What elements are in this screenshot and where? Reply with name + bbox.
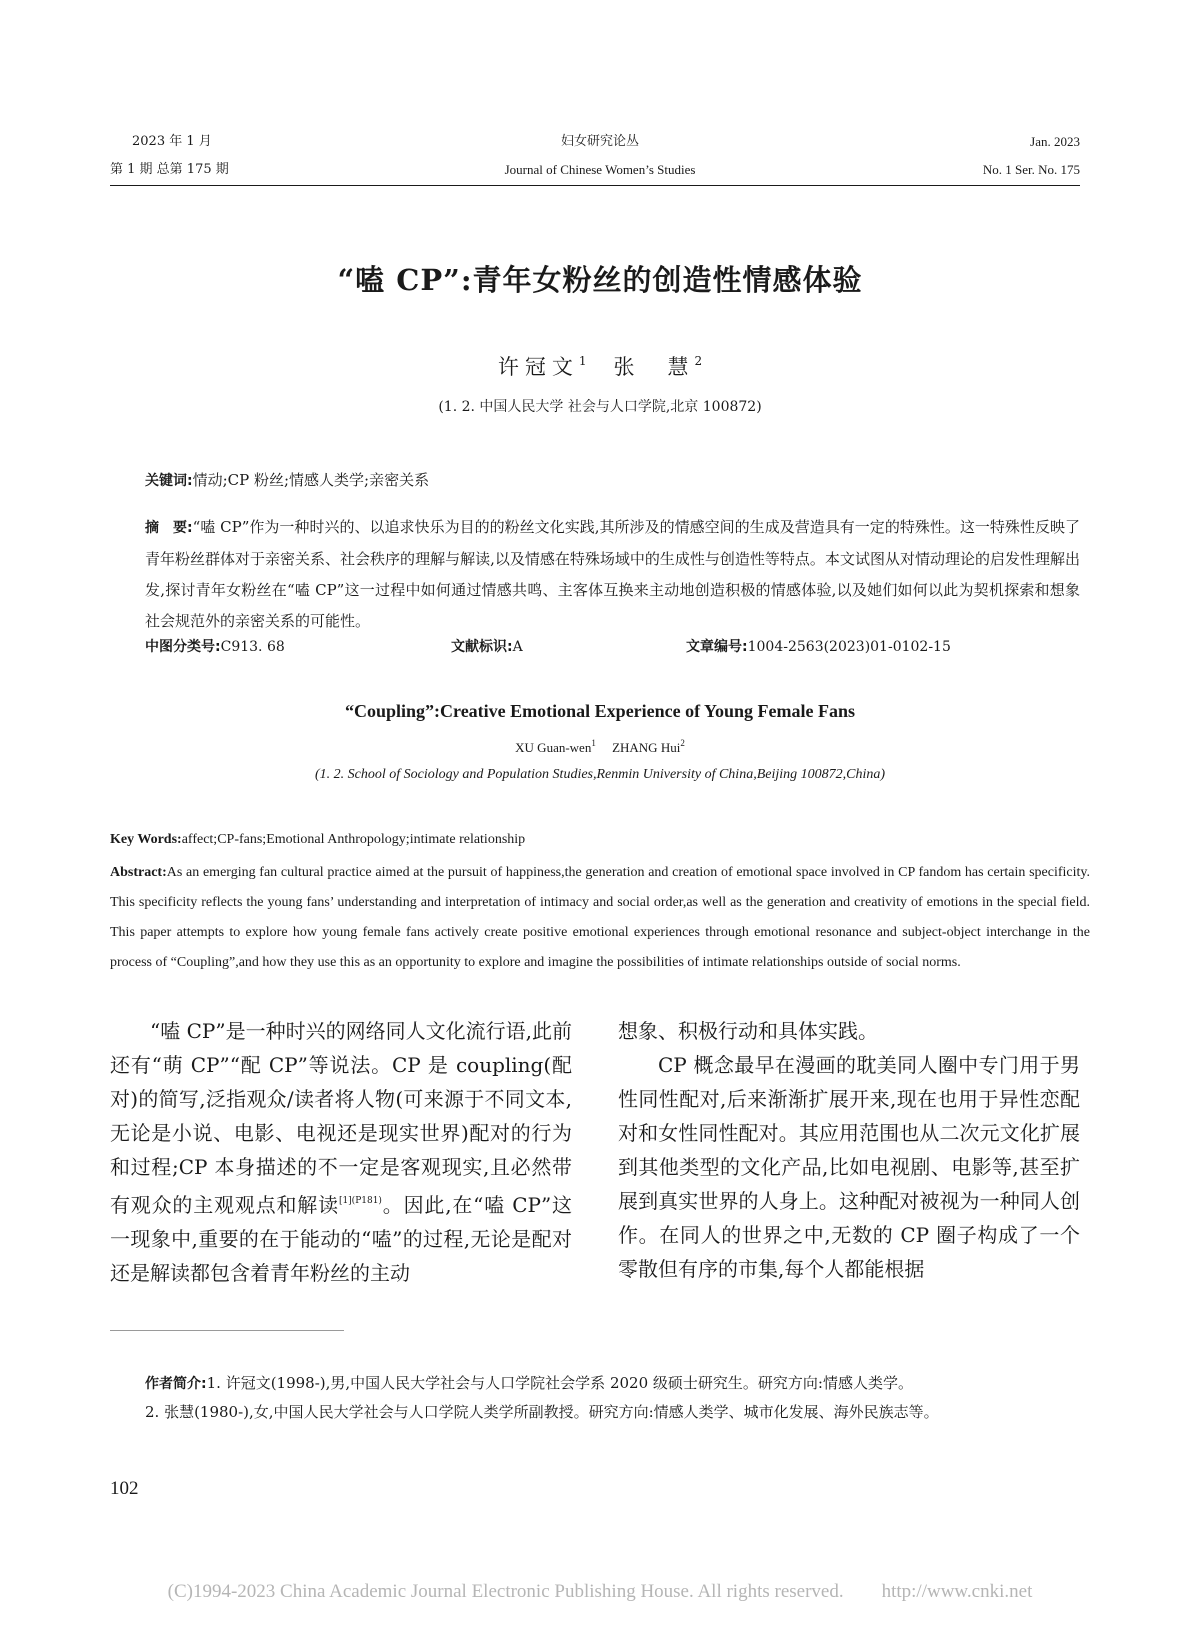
body-paragraph <box>110 1014 572 1290</box>
footnote-line: 2. 张慧(1980-),女,中国人民大学社会与人口学院人类学所副教授。研究方向:情感人类学、城市化发展、海外民族志等。 <box>145 1403 939 1421</box>
doc-value: A <box>512 639 523 655</box>
abstract-zh-text: “嗑 CP”作为一种时兴的、以追求快乐为目的的粉丝文化实践,其所涉及的情感空间的生成及营造具有一定的特殊性。这一特殊性反映了青年粉丝群体对于亲密关系、社会秩序的理解与解读,以及情感在特殊场域中的生成性与创造性等特点。本文试图从对情动理论的启发性理解出发,探讨青年女粉丝在“嗑 CP”这一过程中如何通过情感共鸣、主客体互换来主动地创造积极的情感体验,以及她们如何以此为契机探索和想象社会规范外的亲密关系的可能性。 <box>145 518 1080 630</box>
author-2-en-sup: 2 <box>680 738 685 748</box>
footnote-rule <box>110 1330 344 1331</box>
author-1-zh: 许冠文 <box>497 355 579 379</box>
authors-zh <box>0 351 1200 381</box>
article-number <box>686 636 951 656</box>
clc-value: C913. 68 <box>220 639 285 655</box>
author-2-en: ZHANG Hui <box>612 740 681 755</box>
citation: [1](P181) <box>338 1196 382 1206</box>
article-title-en: “Coupling”:Creative Emotional Experience of Young Female Fans <box>345 701 855 721</box>
copyright-watermark: (C)1994-2023 China Academic Journal Electronic Publishing House. All rights reserved. http://www.cnki.net <box>167 1581 1033 1602</box>
author-1-en: XU Guan-wen <box>515 740 592 755</box>
article-value: 1004-2563(2023)01-0102-15 <box>747 639 951 655</box>
body-column-left <box>110 1014 572 1290</box>
article-title-zh: “嗑 CP”:青年女粉丝的创造性情感体验 <box>337 263 863 297</box>
abstract-en <box>110 858 1090 978</box>
author-2-sup: 2 <box>694 354 703 368</box>
footnote-label: 作者简介: <box>145 1376 207 1392</box>
author-1-en-sup: 1 <box>591 738 596 748</box>
author-footnote <box>145 1369 1080 1426</box>
article-label: 文章编号: <box>686 639 748 655</box>
footnote-text: 1. 许冠文(1998-),男,中国人民大学社会与人口学院社会学系 2020 级硕士研究生。研究方向:情感人类学。 <box>206 1374 913 1392</box>
header-journal-en: Journal of Chinese Women’s Studies <box>504 162 696 177</box>
body-text: 。因此,在“嗑 CP”这一现象中,重要的在于能动的“嗑”的过程,无论是配对还是解读都包含着青年粉丝的主动 <box>110 1193 572 1285</box>
authors-en <box>0 738 1200 756</box>
header-date-en: Jan. 2023 <box>1030 134 1080 149</box>
header-journal-zh: 妇女研究论丛 <box>560 134 639 149</box>
clc-number <box>145 636 285 656</box>
footnote-line <box>145 1369 1080 1398</box>
abstract-en-text: As an emerging fan cultural practice aimed at the pursuit of happiness,the generation and creation of emotional space involved in CP fandom has certain specificity. This specificity reflects the young fans’ understanding and interpretation of intimacy and social order,as well as the generation and creativity of emotions in the special field. This paper attempts to explore how young female fans actively create positive emotional experiences through emotional resonance and subject-object interchange in the process of “Coupling”,and how they use this as an opportunity to explore and imagine the possibilities of intimate relationships outside of social norms. <box>110 865 1090 970</box>
abstract-zh-label: 摘 要: <box>145 520 193 536</box>
keywords-zh-text: 情动;CP 粉丝;情感人类学;亲密关系 <box>192 471 430 489</box>
body-paragraph: 想象、积极行动和具体实践。 <box>618 1019 878 1043</box>
keywords-zh-label: 关键词: <box>145 473 193 489</box>
header-issue-zh: 第 1 期 总第 175 期 <box>110 162 229 177</box>
body-text: “嗑 CP”是一种时兴的网络同人文化流行语,此前还有“萌 CP”“配 CP”等说法。CP 是 coupling(配对)的简写,泛指观众/读者将人物(可来源于不同文本,无论是小说、电影、电视还是现实世界)配对的行为和过程;CP 本身描述的不一定是客观现实,且必然带有观众的主观观点和解读 <box>110 1019 572 1217</box>
keywords-en-text: affect;CP-fans;Emotional Anthropology;intimate relationship <box>181 832 526 847</box>
keywords-en <box>110 832 1090 848</box>
author-1-sup: 1 <box>578 354 587 368</box>
keywords-zh <box>145 466 1080 496</box>
abstract-zh <box>145 512 1080 637</box>
header-rule <box>110 185 1080 186</box>
clc-label: 中图分类号: <box>145 639 221 655</box>
body-paragraph: CP 概念最早在漫画的耽美同人圈中专门用于男性同性配对,后来渐渐扩展开来,现在也用于异性恋配对和女性同性配对。其应用范围也从二次元文化扩展到其他类型的文化产品,比如电视剧、电影等,甚至扩展到真实世界的人身上。这种配对被视为一种同人创作。在同人的世界之中,无数的 CP 圈子构成了一个零散但有序的市集,每个人都能根据 <box>618 1053 1080 1281</box>
header-date-zh: 2023 年 1 月 <box>132 134 212 149</box>
body-column-right <box>618 1014 1080 1286</box>
abstract-en-label: Abstract: <box>110 865 167 880</box>
doc-label: 文献标识: <box>451 639 513 655</box>
affiliation-en: (1. 2. School of Sociology and Population Studies,Renmin University of China,Beijing 100872,China) <box>314 767 886 782</box>
header-issue-en: No. 1 Ser. No. 175 <box>982 162 1080 177</box>
keywords-en-label: Key Words: <box>110 832 182 847</box>
affiliation-zh: (1. 2. 中国人民大学 社会与人口学院,北京 100872) <box>438 399 762 415</box>
page-number: 102 <box>110 1478 139 1499</box>
author-2-zh: 张 慧 <box>613 355 695 379</box>
document-code <box>451 636 523 656</box>
